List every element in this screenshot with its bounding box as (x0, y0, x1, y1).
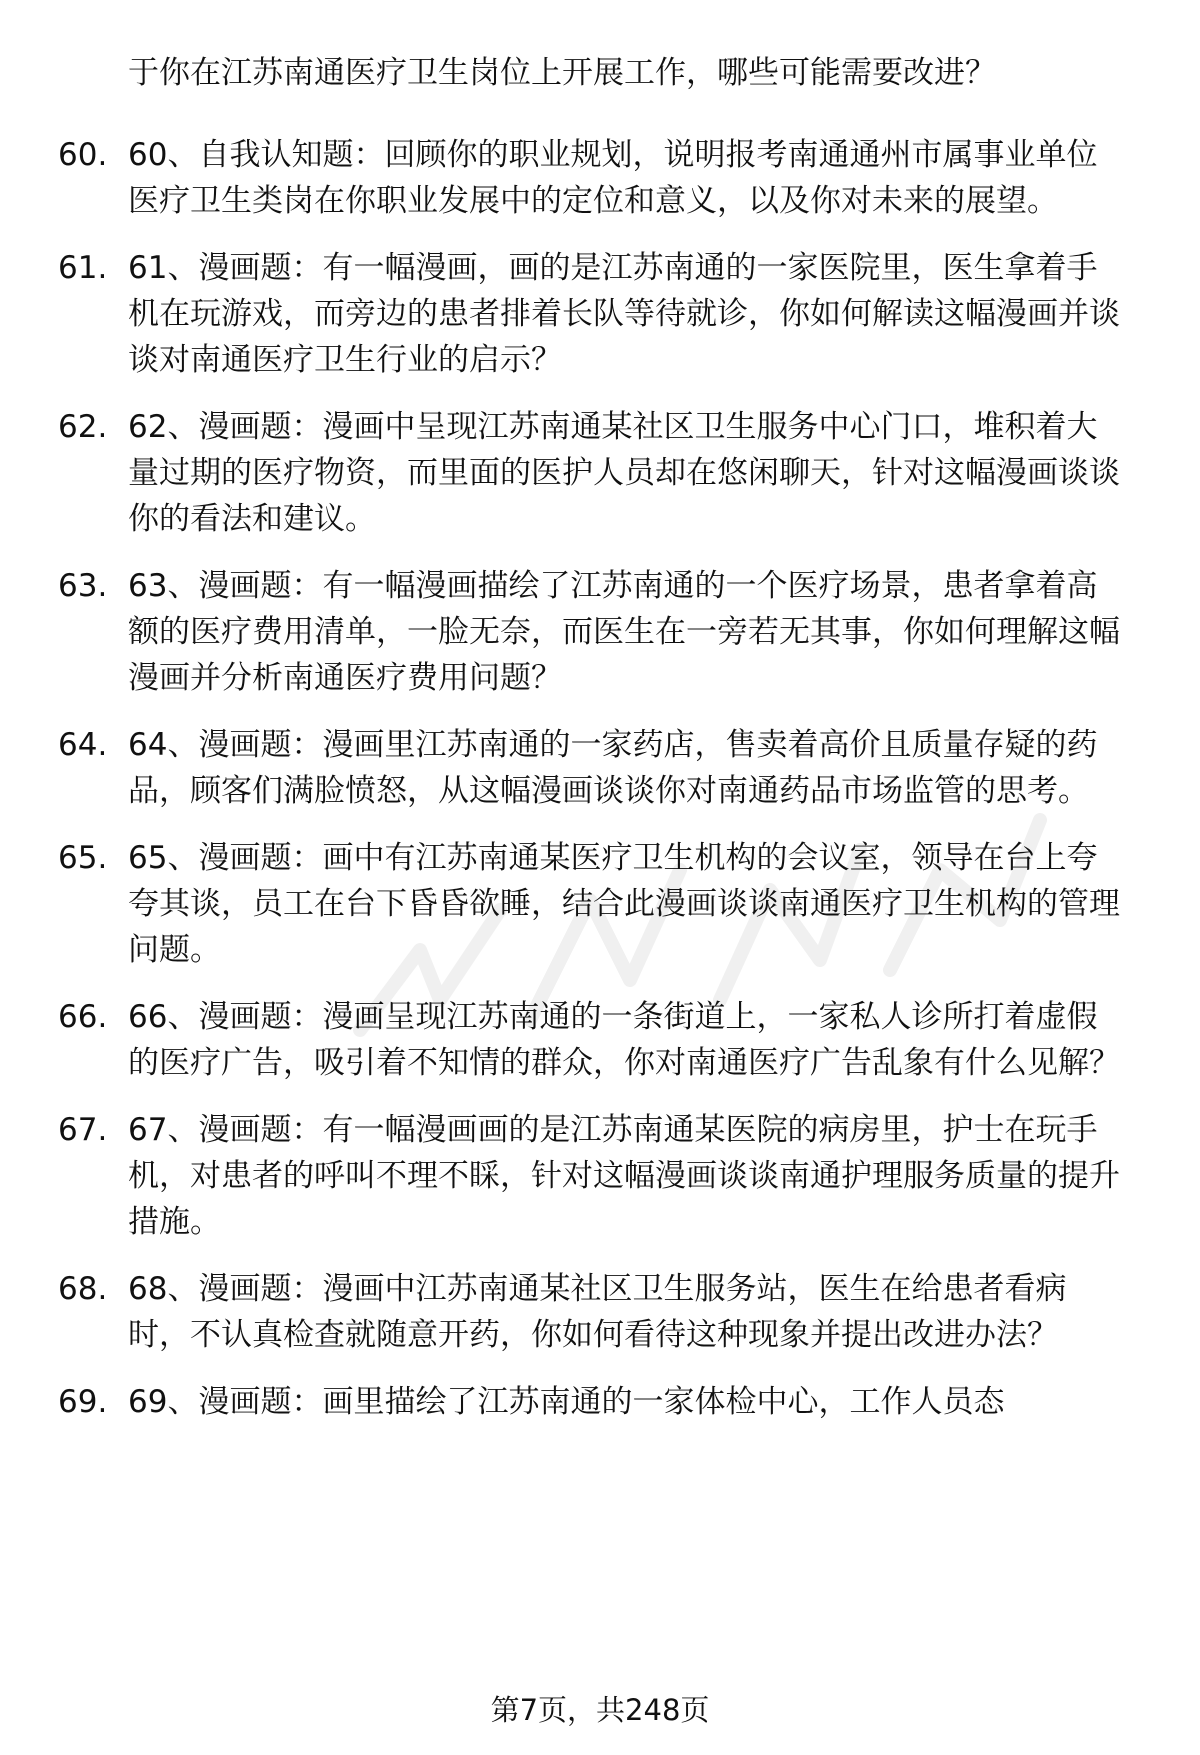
list-item (0, 722, 1200, 814)
question-number: 60. (58, 137, 108, 173)
question-number: 65. (58, 840, 108, 876)
continuation-text: 于你在江苏南通医疗卫生岗位上开展工作，哪些可能需要改进？ (128, 55, 996, 91)
list-item (0, 1379, 1200, 1425)
question-text: 68、漫画题：漫画中江苏南通某社区卫生服务站，医生在给患者看病时，不认真检查就随意开药，你如何看待这种现象并提出改进办法？ (128, 1271, 1067, 1353)
question-number: 66. (58, 999, 108, 1035)
question-text: 64、漫画题：漫画里江苏南通的一家药店，售卖着高价且质量存疑的药品，顾客们满脸愤怒，从这幅漫画谈谈你对南通药品市场监管的思考。 (128, 727, 1098, 809)
question-number: 61. (58, 250, 108, 286)
question-text: 62、漫画题：漫画中呈现江苏南通某社区卫生服务中心门口，堆积着大量过期的医疗物资，而里面的医护人员却在悠闲聊天，针对这幅漫画谈谈你的看法和建议。 (128, 409, 1120, 537)
question-text: 65、漫画题：画中有江苏南通某医疗卫生机构的会议室，领导在台上夸夸其谈，员工在台下昏昏欲睡，结合此漫画谈谈南通医疗卫生机构的管理问题。 (128, 840, 1120, 968)
question-number: 62. (58, 409, 108, 445)
question-text: 66、漫画题：漫画呈现江苏南通的一条街道上，一家私人诊所打着虚假的医疗广告，吸引着不知情的群众，你对南通医疗广告乱象有什么见解？ (128, 999, 1120, 1081)
page-footer: 第7页，共248页 (490, 1693, 710, 1727)
list-item (0, 1107, 1200, 1245)
question-text: 63、漫画题：有一幅漫画描绘了江苏南通的一个医疗场景，患者拿着高额的医疗费用清单，一脸无奈，而医生在一旁若无其事，你如何理解这幅漫画并分析南通医疗费用问题？ (128, 568, 1120, 696)
question-number: 67. (58, 1112, 108, 1148)
list-item (0, 994, 1200, 1086)
question-text: 60、自我认知题：回顾你的职业规划，说明报考南通通州市属事业单位医疗卫生类岗在你职业发展中的定位和意义，以及你对未来的展望。 (128, 137, 1098, 219)
question-number: 63. (58, 568, 108, 604)
list-item (0, 563, 1200, 701)
question-list (0, 132, 1200, 1446)
list-item (0, 835, 1200, 973)
question-number: 68. (58, 1271, 108, 1307)
list-item (0, 1266, 1200, 1358)
question-text: 69、漫画题：画里描绘了江苏南通的一家体检中心，工作人员态 (128, 1384, 1005, 1420)
question-number: 64. (58, 727, 108, 763)
list-item (0, 404, 1200, 542)
question-number: 69. (58, 1384, 108, 1420)
question-text: 61、漫画题：有一幅漫画，画的是江苏南通的一家医院里，医生拿着手机在玩游戏，而旁边的患者排着长队等待就诊，你如何解读这幅漫画并谈谈对南通医疗卫生行业的启示？ (128, 250, 1120, 378)
list-item (0, 245, 1200, 383)
list-item (0, 132, 1200, 224)
question-text: 67、漫画题：有一幅漫画画的是江苏南通某医院的病房里，护士在玩手机，对患者的呼叫不理不睬，针对这幅漫画谈谈南通护理服务质量的提升措施。 (128, 1112, 1120, 1240)
